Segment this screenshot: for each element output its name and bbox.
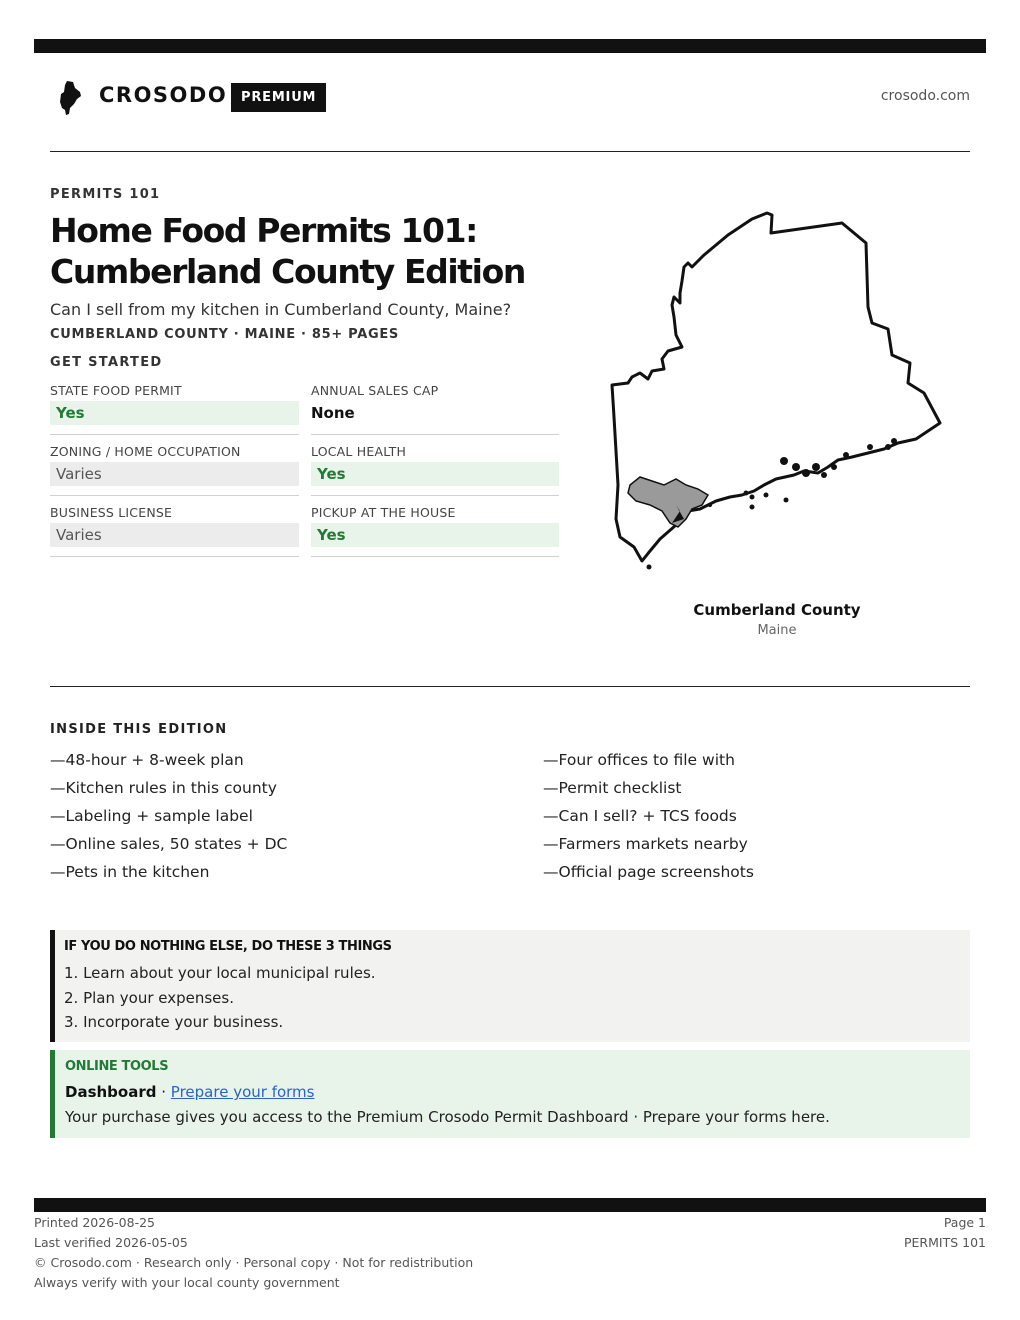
tools-title: ONLINE TOOLS bbox=[65, 1059, 169, 1074]
tools-links-line bbox=[65, 1080, 970, 1104]
tools-separator: · bbox=[156, 1083, 171, 1101]
fact-local-health bbox=[311, 443, 559, 496]
page-subtitle: Can I sell from my kitchen in Cumberland County, Maine? bbox=[50, 300, 512, 319]
list-item: —48-hour + 8-week plan bbox=[50, 751, 244, 769]
map-caption bbox=[607, 601, 947, 638]
three-things-callout bbox=[50, 930, 970, 1042]
list-item: —Can I sell? + TCS foods bbox=[543, 807, 737, 825]
facts-grid bbox=[50, 382, 559, 557]
bottom-bar bbox=[34, 1198, 986, 1212]
section-divider bbox=[50, 686, 970, 687]
fact-label: STATE FOOD PERMIT bbox=[50, 383, 182, 398]
top-bar bbox=[34, 39, 986, 53]
edition-meta: CUMBERLAND COUNTY · MAINE · 85+ PAGES bbox=[50, 327, 399, 342]
list-item: —Permit checklist bbox=[543, 779, 682, 797]
map-state-name: Maine bbox=[757, 623, 797, 638]
fact-value: Varies bbox=[50, 462, 299, 486]
page-number: Page 1 bbox=[943, 1215, 986, 1230]
list-item: —Labeling + sample label bbox=[50, 807, 253, 825]
fact-value: Yes bbox=[311, 462, 559, 486]
get-started-heading: GET STARTED bbox=[50, 355, 163, 370]
page-title bbox=[50, 210, 590, 292]
callout-title: IF YOU DO NOTHING ELSE, DO THESE 3 THINGS bbox=[64, 939, 392, 954]
fact-annual-sales-cap bbox=[311, 382, 559, 435]
verified-date: Last verified 2026-05-05 bbox=[34, 1235, 188, 1250]
fact-zoning bbox=[50, 443, 299, 496]
callout-item: 2. Plan your expenses. bbox=[64, 988, 234, 1007]
section-eyebrow: PERMITS 101 bbox=[50, 187, 161, 202]
footer-section: PERMITS 101 bbox=[904, 1235, 986, 1250]
title-line-2: Cumberland County Edition bbox=[50, 252, 525, 291]
list-item: —Farmers markets nearby bbox=[543, 835, 748, 853]
fact-business-license bbox=[50, 504, 299, 557]
map-county-name: Cumberland County bbox=[693, 601, 861, 619]
fact-label: ZONING / HOME OCCUPATION bbox=[50, 444, 241, 459]
fact-value: None bbox=[311, 404, 355, 422]
brand-name: CROSODO bbox=[99, 83, 228, 107]
list-item: —Official page screenshots bbox=[543, 863, 754, 881]
fact-state-food-permit bbox=[50, 382, 299, 435]
list-item: —Four offices to file with bbox=[543, 751, 735, 769]
callout-item: 1. Learn about your local municipal rules. bbox=[64, 964, 376, 982]
list-item: —Pets in the kitchen bbox=[50, 863, 210, 881]
tools-description: Your purchase gives you access to the Premium Crosodo Permit Dashboard · Prepare your forms here. bbox=[65, 1108, 830, 1126]
fact-value: Yes bbox=[50, 401, 299, 425]
footer-right bbox=[904, 1213, 986, 1253]
verify-note: Always verify with your local county government bbox=[34, 1275, 340, 1290]
maine-state-icon bbox=[58, 80, 82, 116]
fact-pickup-at-house bbox=[311, 504, 559, 557]
title-line-1: Home Food Permits 101: bbox=[50, 211, 477, 250]
fact-label: ANNUAL SALES CAP bbox=[311, 383, 439, 398]
footer-left bbox=[34, 1213, 473, 1293]
printed-date: Printed 2026-08-25 bbox=[34, 1215, 155, 1230]
inside-list-left bbox=[50, 746, 470, 886]
inside-edition-heading: INSIDE THIS EDITION bbox=[50, 722, 228, 737]
list-item: —Online sales, 50 states + DC bbox=[50, 835, 288, 853]
fact-label: PICKUP AT THE HOUSE bbox=[311, 505, 456, 520]
header bbox=[50, 76, 970, 116]
inside-list-right bbox=[543, 746, 963, 886]
online-tools-box bbox=[50, 1050, 970, 1138]
copyright-note: © Crosodo.com · Research only · Personal copy · Not for redistribution bbox=[34, 1255, 474, 1270]
fact-label: BUSINESS LICENSE bbox=[50, 505, 173, 520]
maine-county-map bbox=[606, 205, 948, 575]
dashboard-label: Dashboard bbox=[65, 1083, 157, 1101]
fact-value: Varies bbox=[50, 523, 299, 547]
list-item: —Kitchen rules in this county bbox=[50, 779, 277, 797]
header-divider bbox=[50, 151, 970, 152]
premium-badge: PREMIUM bbox=[231, 83, 326, 112]
fact-label: LOCAL HEALTH bbox=[311, 444, 407, 459]
fact-value: Yes bbox=[311, 523, 559, 547]
prepare-forms-link[interactable]: Prepare your forms bbox=[170, 1083, 315, 1101]
callout-item: 3. Incorporate your business. bbox=[64, 1013, 284, 1031]
site-url[interactable]: crosodo.com bbox=[880, 88, 970, 104]
